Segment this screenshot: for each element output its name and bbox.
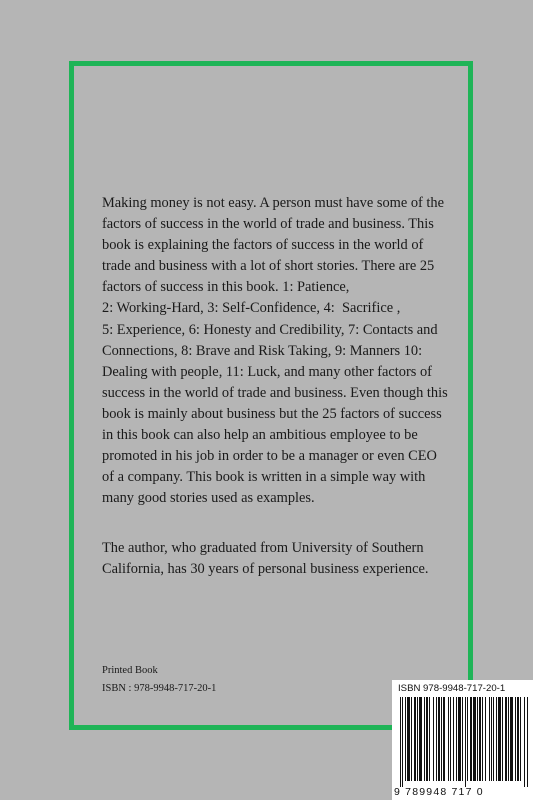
- author-bio: [102, 538, 472, 580]
- barcode-bar: [407, 697, 410, 781]
- barcode-box: [392, 680, 533, 800]
- barcode-digits: 9 789948 717 0: [394, 786, 484, 798]
- barcode-bar: [477, 697, 478, 781]
- barcode-bar: [405, 697, 406, 781]
- barcode-bar: [402, 697, 403, 787]
- isbn-text: ISBN : 978-9948-717-20-1: [102, 683, 217, 694]
- barcode-bar: [520, 697, 521, 781]
- barcode-bar: [433, 697, 434, 781]
- barcode-bar: [510, 697, 513, 781]
- barcode-bar: [400, 697, 401, 787]
- barcode-bar: [489, 697, 490, 781]
- barcode-bar: [458, 697, 461, 781]
- barcode-icon: [400, 697, 528, 787]
- barcode-bar: [493, 697, 494, 781]
- description-line: success in the world of trade and business. Even though this: [102, 384, 448, 401]
- barcode-bar: [517, 697, 519, 781]
- author-bio-line: California, has 30 years of personal business experience.: [102, 561, 429, 578]
- barcode-bar: [441, 697, 442, 781]
- barcode-bar: [448, 697, 449, 781]
- description-line: promoted in his job in order to be a manager or even CEO: [102, 448, 437, 465]
- description-line: Connections, 8: Brave and Risk Taking, 9: Manners 10:: [102, 342, 423, 359]
- print-format: Printed Book: [102, 665, 158, 676]
- imprint-block: [102, 662, 216, 698]
- barcode-bar: [502, 697, 503, 781]
- description-line: book is explaining the factors of success in the world of: [102, 237, 424, 254]
- description-line: factors of success in the world of trade and business. This: [102, 216, 434, 233]
- barcode-bar: [515, 697, 516, 781]
- barcode-bar: [524, 697, 525, 787]
- barcode-bar: [429, 697, 430, 781]
- description-line: 2: Working-Hard, 3: Self-Confidence, 4: Sacrifice ,: [102, 300, 401, 317]
- barcode-bar: [470, 697, 472, 781]
- description-line: 5: Experience, 6: Honesty and Credibility, 7: Contacts and: [102, 321, 438, 338]
- barcode-bar: [419, 697, 422, 781]
- barcode-bar: [453, 697, 454, 781]
- barcode-bar: [527, 697, 528, 787]
- barcode-bar: [485, 697, 486, 781]
- barcode-bar: [450, 697, 451, 781]
- barcode-bar: [414, 697, 416, 781]
- barcode-bar: [505, 697, 507, 781]
- barcode-isbn-label: ISBN 978-9948-717-20-1: [398, 683, 506, 694]
- description-line: in this book can also help an ambitious employee to be: [102, 427, 418, 444]
- barcode-bar: [473, 697, 476, 781]
- barcode-bar: [491, 697, 492, 781]
- author-bio-line: The author, who graduated from University of Southern: [102, 540, 424, 556]
- description-line: Making money is not easy. A person must have some of the: [102, 195, 444, 211]
- barcode-bar: [498, 697, 501, 781]
- barcode-bar: [426, 697, 428, 781]
- description-line: trade and business with a lot of short stories. There are 25: [102, 258, 435, 275]
- description-line: Dealing with people, 11: Luck, and many other factors of: [102, 363, 432, 380]
- barcode-bar: [496, 697, 497, 781]
- barcode-bar: [438, 697, 440, 781]
- barcode-bar: [462, 697, 463, 781]
- barcode-bar: [411, 697, 412, 781]
- description-line: factors of success in this book. 1: Patience,: [102, 279, 350, 296]
- barcode-bar: [508, 697, 509, 781]
- barcode-bar: [424, 697, 425, 781]
- barcode-bar: [465, 697, 466, 787]
- barcode-bar: [482, 697, 483, 781]
- barcode-bar: [436, 697, 437, 781]
- barcode-bar: [417, 697, 418, 781]
- barcode-bar: [443, 697, 445, 781]
- description-line: of a company. This book is written in a simple way with: [102, 469, 426, 486]
- barcode-bar: [467, 697, 468, 781]
- barcode-bar: [479, 697, 481, 781]
- description-line: many good stories used as examples.: [102, 490, 315, 507]
- description-line: book is mainly about business but the 25 factors of success: [102, 405, 442, 422]
- barcode-bar: [456, 697, 457, 781]
- book-description: [102, 193, 464, 509]
